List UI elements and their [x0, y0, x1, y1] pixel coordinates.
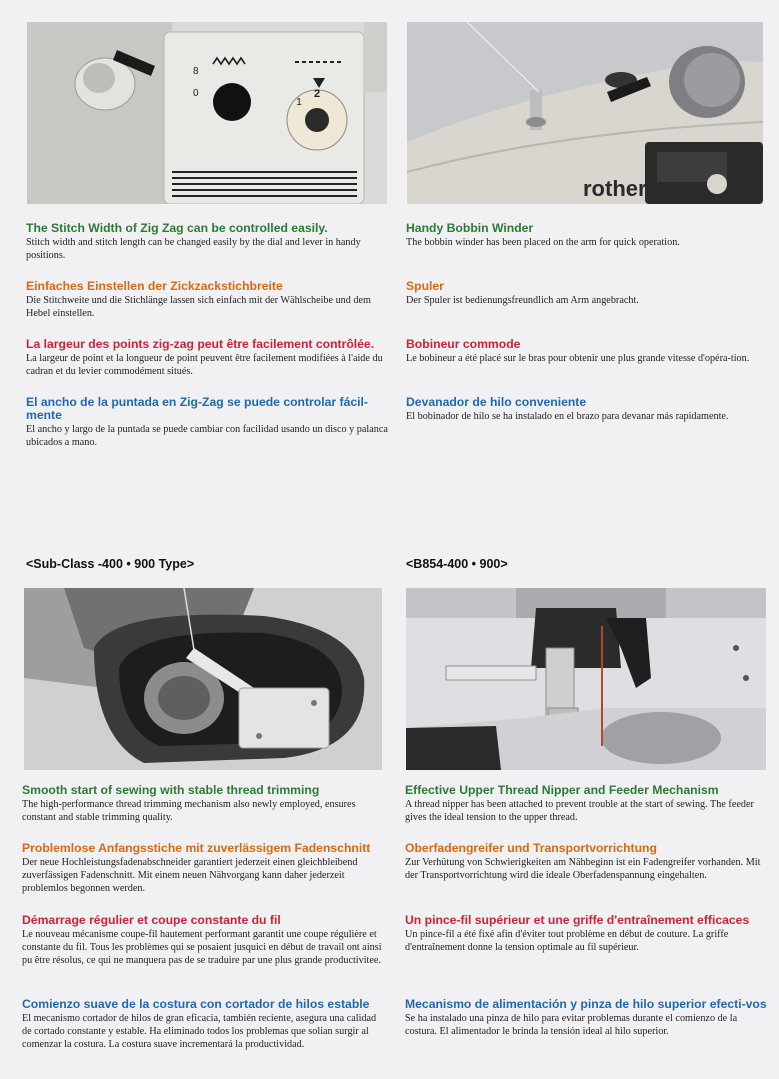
bobbin-heading-es: Devanador de hilo conveniente — [406, 395, 587, 409]
trimming-body-de: Der neue Hochleistungsfadenabschneider garantiert jederzeit einen gleichbleibend zuverfässigen Fadenschnitt. Mit einem neuen Nähvorgang kann daher jederzeit problemlos begonnen werden. — [22, 857, 358, 894]
subclass-section-title: <Sub-Class -400 • 900 Type> — [26, 557, 195, 571]
nipper-body-de: Zur Verhütung von Schwierigkeiten am Nähbeginn ist ein Fadengreifer vorhanden. Mit der Transportvorrichtung wird die ideale Oberfadenspannung eingehalten. — [405, 857, 761, 881]
bobbin-heading-fr: Bobineur commode — [406, 337, 521, 351]
zigzag-body-de: Die Stitchweite und die Stichlänge lassen sich einfach mit der Wählscheibe und dem Hebel einstellen. — [26, 295, 371, 319]
lever-mark-0: 0 — [193, 88, 199, 99]
nipper-heading-en: Effective Upper Thread Nipper and Feeder Mechanism — [405, 783, 719, 797]
zigzag-control-photo — [27, 22, 387, 204]
nipper-heading-fr: Un pince-fil supérieur et une griffe d'entraînement efficaces — [405, 913, 750, 927]
trimming-heading-fr: Démarrage régulier et coupe constante du fil — [22, 913, 281, 927]
zigzag-body-fr: La largeur de point et la longueur de point peuvent être facilement modifiées à l'aide du cadran et du levier commodément situés. — [26, 353, 383, 377]
nipper-heading-de: Oberfadengreifer und Transportvorrichtung — [405, 841, 657, 855]
bobbin-body-fr: Le bobineur a été placé sur le bras pour obtenir une plus grande vitesse d'opéra-tion. — [406, 353, 750, 364]
trimming-body-es: El mecanismo cortador de hilos de gran eficacia, también reciente, asegura una calidad de cortado constante y estable. Ha eliminado todos los problemas que solian surgir al comenzar la costura. La costura suave incrementará la productividad. — [22, 1013, 377, 1050]
zigzag-body-es: El ancho y largo de la puntada se puede cambiar con facilidad usando un disco y palanca ubicados a mano. — [26, 424, 388, 448]
brand-fragment-text: rother — [583, 176, 647, 201]
bobbin-heading-de: Spuler — [406, 279, 444, 293]
trimming-body-en: The high-performance thread trimming mechanism also newly employed, ensures constant and stable trimming quality. — [22, 799, 356, 823]
nipper-body-fr: Un pince-fil a été fixé afin d'éviter tout problème en début de couture. La griffe d'entraînement donne la tension optimale au fil supérieur. — [405, 929, 729, 953]
bobbin-heading-en: Handy Bobbin Winder — [406, 221, 534, 235]
nipper-body-en: A thread nipper has been attached to prevent trouble at the start of sewing. The feeder gives the ideal tension to the upper thread. — [405, 799, 754, 823]
zigzag-heading-de: Einfaches Einstellen der Zickzackstichbreite — [26, 279, 283, 293]
bobbin-winder-description-column — [406, 222, 768, 452]
trimming-heading-es: Comienzo suave de la costura con cortador de hilos estable — [22, 997, 370, 1011]
trimming-heading-de: Problemlose Anfangsstiche mit zuverlässigem Fadenschnitt — [22, 841, 371, 855]
thread-nipper-description-column — [405, 784, 767, 1074]
zigzag-heading-es: El ancho de la puntada en Zig-Zag se puede controlar fácil-mente — [26, 395, 368, 422]
thread-nipper-photo — [406, 588, 766, 770]
trimming-body-fr: Le nouveau mécanisme coupe-fil hautement performant garantit une coupe régulière et constante du fil. Tous les problèmes qui se posaient jusquici en début de travail ont ainsi pu être résolus, ce qui ne manquera pas de se traduire par une plus grande productivitee. — [22, 929, 382, 966]
b854-section-title: <B854-400 • 900> — [406, 557, 508, 571]
dial-number-2: 2 — [313, 88, 321, 100]
trimming-heading-en: Smooth start of sewing with stable thread trimming — [22, 783, 320, 797]
bobbin-body-es: El bobinador de hilo se ha instalado en el brazo para devanar más rapidamente. — [406, 411, 729, 422]
bobbin-winder-photo — [407, 22, 763, 204]
zigzag-heading-fr: La largeur des points zig-zag peut être facilement contrôlée. — [26, 337, 375, 351]
lever-mark-8: 8 — [193, 66, 199, 77]
bobbin-body-en: The bobbin winder has been placed on the arm for quick operation. — [406, 237, 680, 248]
nipper-body-es: Se ha instalado una pinza de hilo para evitar problemas durante el comienzo de la costura. El alimentador le brinda la tensión ideal al hilo superior. — [405, 1013, 738, 1037]
thread-trimming-photo — [24, 588, 382, 770]
zigzag-body-en: Stitch width and stitch length can be changed easily by the dial and lever in handy positions. — [26, 237, 361, 261]
nipper-heading-es: Mecanismo de alimentación y pinza de hilo superior efecti-vos — [405, 997, 767, 1011]
zigzag-description-column — [26, 222, 388, 452]
dial-number-1: 1 — [296, 97, 302, 108]
thread-trimming-description-column — [22, 784, 384, 1074]
bobbin-body-de: Der Spuler ist bedienungsfreundlich am Arm angebracht. — [406, 295, 639, 306]
zigzag-heading-en: The Stitch Width of Zig Zag can be controlled easily. — [26, 221, 328, 235]
